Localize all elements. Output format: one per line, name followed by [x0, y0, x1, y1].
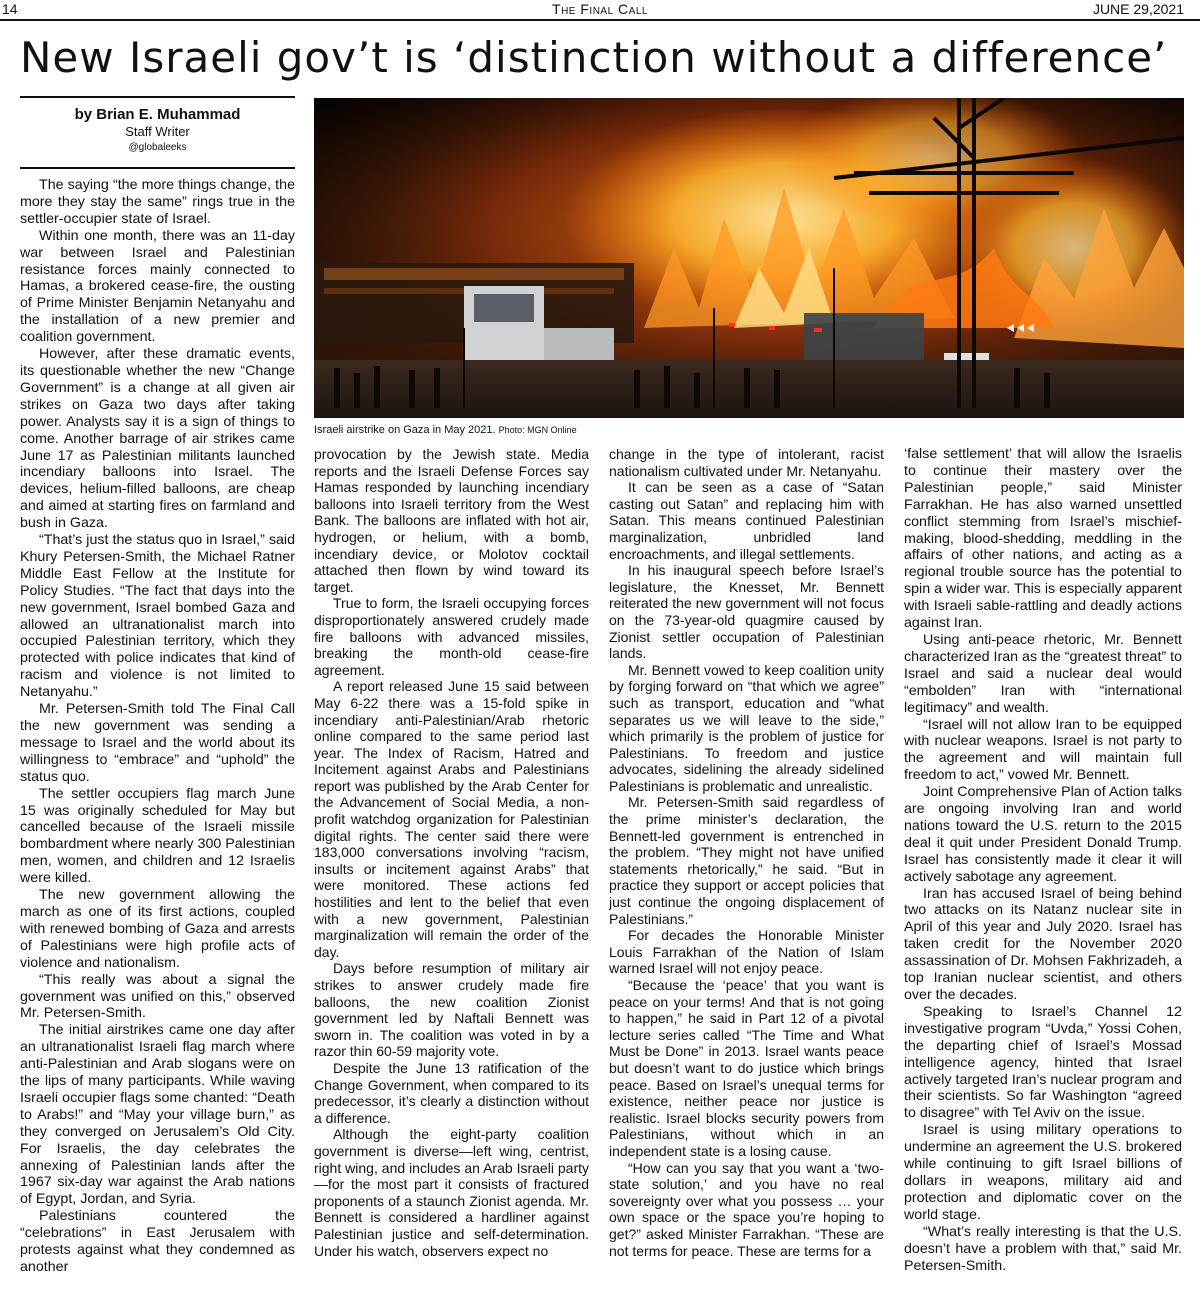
article-column-3: [609, 446, 884, 1286]
paragraph: Iran has accused Israel of being behind two attacks on its Natanz nuclear site in April of this year and July 2020. Israel has taken credit for the November 2020 assassination of Dr. Mohsen Fakhrizadeh, a top Iranian nuclear scientist, and others over the decades.: [904, 885, 1182, 1003]
issue-date: JUNE 29,2021: [1092, 1, 1184, 17]
paragraph: For decades the Honorable Minister Louis Farrakhan of the Nation of Islam warned Israel will not enjoy peace.: [609, 927, 884, 977]
paragraph: “This really was about a signal the government was unified on this,” observed Mr. Petersen-Smith.: [20, 971, 295, 1022]
paragraph: The initial airstrikes came one day after an ultranationalist Israeli flag march where anti-Palestinian and Arab slogans were on the lips of many participants. While waving Israeli occupier flags some chanted: “Death to Arabs!” and “May your village burn,” as they converged on Jerusalem’s Old City. For Israelis, the day celebrates the annexing of Palestinian lands after the 1967 six-day war against the Arab nations of Egypt, Jordan, and Syria.: [20, 1022, 295, 1208]
paragraph: Palestinians countered the “celebrations” in East Jerusalem with protests against what they condemned as another: [20, 1208, 295, 1275]
paragraph: The settler occupiers flag march June 15 was originally scheduled for May but cancelled because of the Israeli missile bombardment where nearly 300 Palestinian men, women, and children and 12 Israelis were killed.: [20, 785, 295, 887]
paragraph: It can be seen as a case of “Satan casting out Satan” and replacing him with Satan. This means continued Palestinian marginalization, unbridled land encroachments, and illegal settlements.: [609, 479, 884, 562]
photo-caption: [314, 423, 1184, 437]
paragraph: “Israel will not allow Iran to be equipped with nuclear weapons. Israel is not party to the agreement and will maintain full freedom to act,” vowed Mr. Bennett.: [904, 716, 1182, 784]
paragraph: Israel is using military operations to undermine an agreement the U.S. brokered while continuing to gift Israel billions of dollars in weapons, military aid and protection and diplomatic cover on the world stage.: [904, 1122, 1182, 1223]
paragraph: In his inaugural speech before Israel’s legislature, the Knesset, Mr. Bennett reiterated the new government will not focus on the 73-year-old quagmire caused by Zionist settler occupation of Palestinian lands.: [609, 562, 884, 662]
paragraph: “Because the ‘peace’ that you want is peace on your terms! And that is not going to happen,” he said in Part 12 of a pivotal lecture series called “The Time and What Must be Done” in 2013. Israel wants peace but doesn’t want to do justice which brings peace. Based on Israel’s unequal terms for existence, neither peace nor justice is realistic. Israel blocks security powers from Palestinians, without which in an independent state is a losing cause.: [609, 977, 884, 1159]
caption-text: Israeli airstrike on Gaza in May 2021.: [314, 424, 496, 436]
paragraph: Within one month, there was an 11-day war between Israel and Palestinian resistance forces mainly connected to Hamas, a brokered cease-fire, the ousting of Prime Minister Benjamin Netanyahu and the installation of a new premier and coalition government.: [20, 227, 295, 346]
article-headline: New Israeli gov’t is ‘distinction without a difference’: [20, 33, 1168, 82]
page-folio: [0, 0, 1200, 21]
paragraph: A report released June 15 said between May 6-22 there was a 15-fold spike in incendiary anti-Palestinian/Arab rhetoric online compared to the same period last year. The Index of Racism, Hatred and Incitement against Arabs and Palestinians report was published by the Arab Center for the Advancement of Social Media, a non-profit watchdog organization for Palestinian digital rights. The center said there were 183,000 conversations involving “racism, insults or incitement against Arabs” that were monitored. These actions fed hostilities and lent to the belief that even with a new government, Palestinian marginalization will remain the order of the day.: [314, 678, 589, 960]
publication-name: The Final Call: [552, 1, 648, 17]
paragraph: Although the eight-party coalition government is diverse—left wing, centrist, right wing, and includes an Arab Israeli party—for the most part it consists of fractured proponents of a staunch Zionist agenda. Mr. Bennett is considered a hardliner against Palestinian justice and self-determination. Under his watch, observers expect no: [314, 1126, 589, 1259]
byline-box: [20, 96, 295, 169]
article-column-4: [904, 446, 1182, 1286]
paragraph: Joint Comprehensive Plan of Action talks are ongoing involving Iran and world nations toward the U.S. return to the 2015 deal it quit under President Donald Trump. Israel has consistently made it clear it will actively sabotage any agreement.: [904, 784, 1182, 885]
article-column-1: [20, 177, 295, 1287]
paragraph: The new government allowing the march as one of its first actions, coupled with renewed bombing of Gaza and arrests of Palestinians were high profile acts of violence and nationalism.: [20, 887, 295, 971]
article-photo: [314, 98, 1184, 418]
article-column-2: [314, 446, 589, 1286]
paragraph: Days before resumption of military air strikes to answer crudely made fire balloons, the new coalition Zionist government led by Naftali Bennett was sworn in. The coalition was voted in by a razor thin 60-59 majority vote.: [314, 960, 589, 1060]
paragraph: change in the type of intolerant, racist nationalism cultivated under Mr. Netanyahu.: [609, 446, 884, 479]
paragraph: Mr. Bennett vowed to keep coalition unity by forging forward on “that which we agree” such as transport, education and “what separates us we will leave to the side,” which primarily is the problem of justice for Palestinians. To freedom and justice advocates, sidelining the already sidelined Palestinians is problematic and unrealistic.: [609, 661, 884, 794]
paragraph: Speaking to Israel’s Channel 12 investigative program “Uvda,” Yossi Cohen, the departing chief of Israel’s Mossad intelligence agency, hinted that Israel actively targeted Iran’s nuclear program and their scientists. So far Washington “agreed to disagree” with Tel Aviv on the issue.: [904, 1003, 1182, 1122]
paragraph: Using anti-peace rhetoric, Mr. Bennett characterized Iran as the “greatest threat” to Israel and said a nuclear deal would “embolden” Iran with “international legitimacy” and wealth.: [904, 631, 1182, 716]
paragraph: Mr. Petersen-Smith said regardless of the prime minister’s declaration, the Bennett-led government is entrenched in the problem. “They might not have unified statements rhetorically,” he said. “But in practice they support or accept policies that just continue the ongoing displacement of Palestinians.”: [609, 794, 884, 927]
photo-credit: Photo: MGN Online: [498, 425, 577, 435]
airstrike-photo-illustration: [314, 98, 1184, 418]
page-number: 14: [2, 1, 18, 17]
paragraph: Mr. Petersen-Smith told The Final Call the new government was sending a message to Israel and the world about its willingness to “embrace” and “uphold” the status quo.: [20, 701, 295, 785]
paragraph: However, after these dramatic events, its questionable whether the new “Change Government” is a change at all given air strikes on Gaza two days after taking power. Analysts say it is a sign of things to come. Another barrage of air strikes came June 17 as Palestinian militants launched incendiary balloons into Israel. The devices, helium-filled balloons, are cheap and aimed at starting fires on farmland and bush in Gaza.: [20, 346, 295, 532]
author-role: Staff Writer: [125, 124, 190, 139]
paragraph: “How can you say that you want a ‘two-state solution,’ and you have no real sovereignty over what you possess … your own space or the space you’re hoping to get?” asked Minister Farrakhan. “These are not terms for peace. These are terms for a: [609, 1159, 884, 1259]
paragraph: ‘false settlement’ that will allow the Israelis to continue their mastery over the Palestinian people,” said Minister Farrakhan. He has also warned unsettled conflict stemming from Israel’s mischief-making, blood-shedding, meddling in the affairs of other nations, and acting as a regional trouble source has the potential to spin a wider war. This is especially apparent with Israeli sable-rattling and deadly actions against Iran.: [904, 446, 1182, 632]
paragraph: “What’s really interesting is that the U.S. doesn’t have a problem with that,” said Mr. Petersen-Smith.: [904, 1223, 1182, 1274]
paragraph: True to form, the Israeli occupying forces disproportionately answered crudely made fire balloons with advanced missiles, breaking the month-old cease-fire agreement.: [314, 595, 589, 678]
paragraph: The saying “the more things change, the more they stay the same” rings true in the settler-occupier state of Israel.: [20, 177, 295, 227]
author-handle: @globaleeks: [128, 142, 187, 153]
paragraph: Despite the June 13 ratification of the Change Government, when compared to its predecessor, it’s clearly a distinction without a difference.: [314, 1059, 589, 1126]
author-name: by Brian E. Muhammad: [74, 106, 241, 123]
paragraph: “That’s just the status quo in Israel,” said Khury Petersen-Smith, the Michael Ratner Middle East Fellow at the Institute for Policy Studies. “The fact that days into the new government, Israel bombed Gaza and allowed an ultranationalist march into occupied Palestinian territory, which they protected with police indicates that kind of racism and violence is not limited to Netanyahu.”: [20, 532, 295, 701]
paragraph: provocation by the Jewish state. Media reports and the Israeli Defense Forces say Hamas responded by launching incendiary balloons into Israeli territory from the West Bank. The balloons are inflated with hot air, hydrogen, or helium, with a bomb, incendiary device, or Molotov cocktail attached then flown by wind toward its target.: [314, 446, 589, 595]
